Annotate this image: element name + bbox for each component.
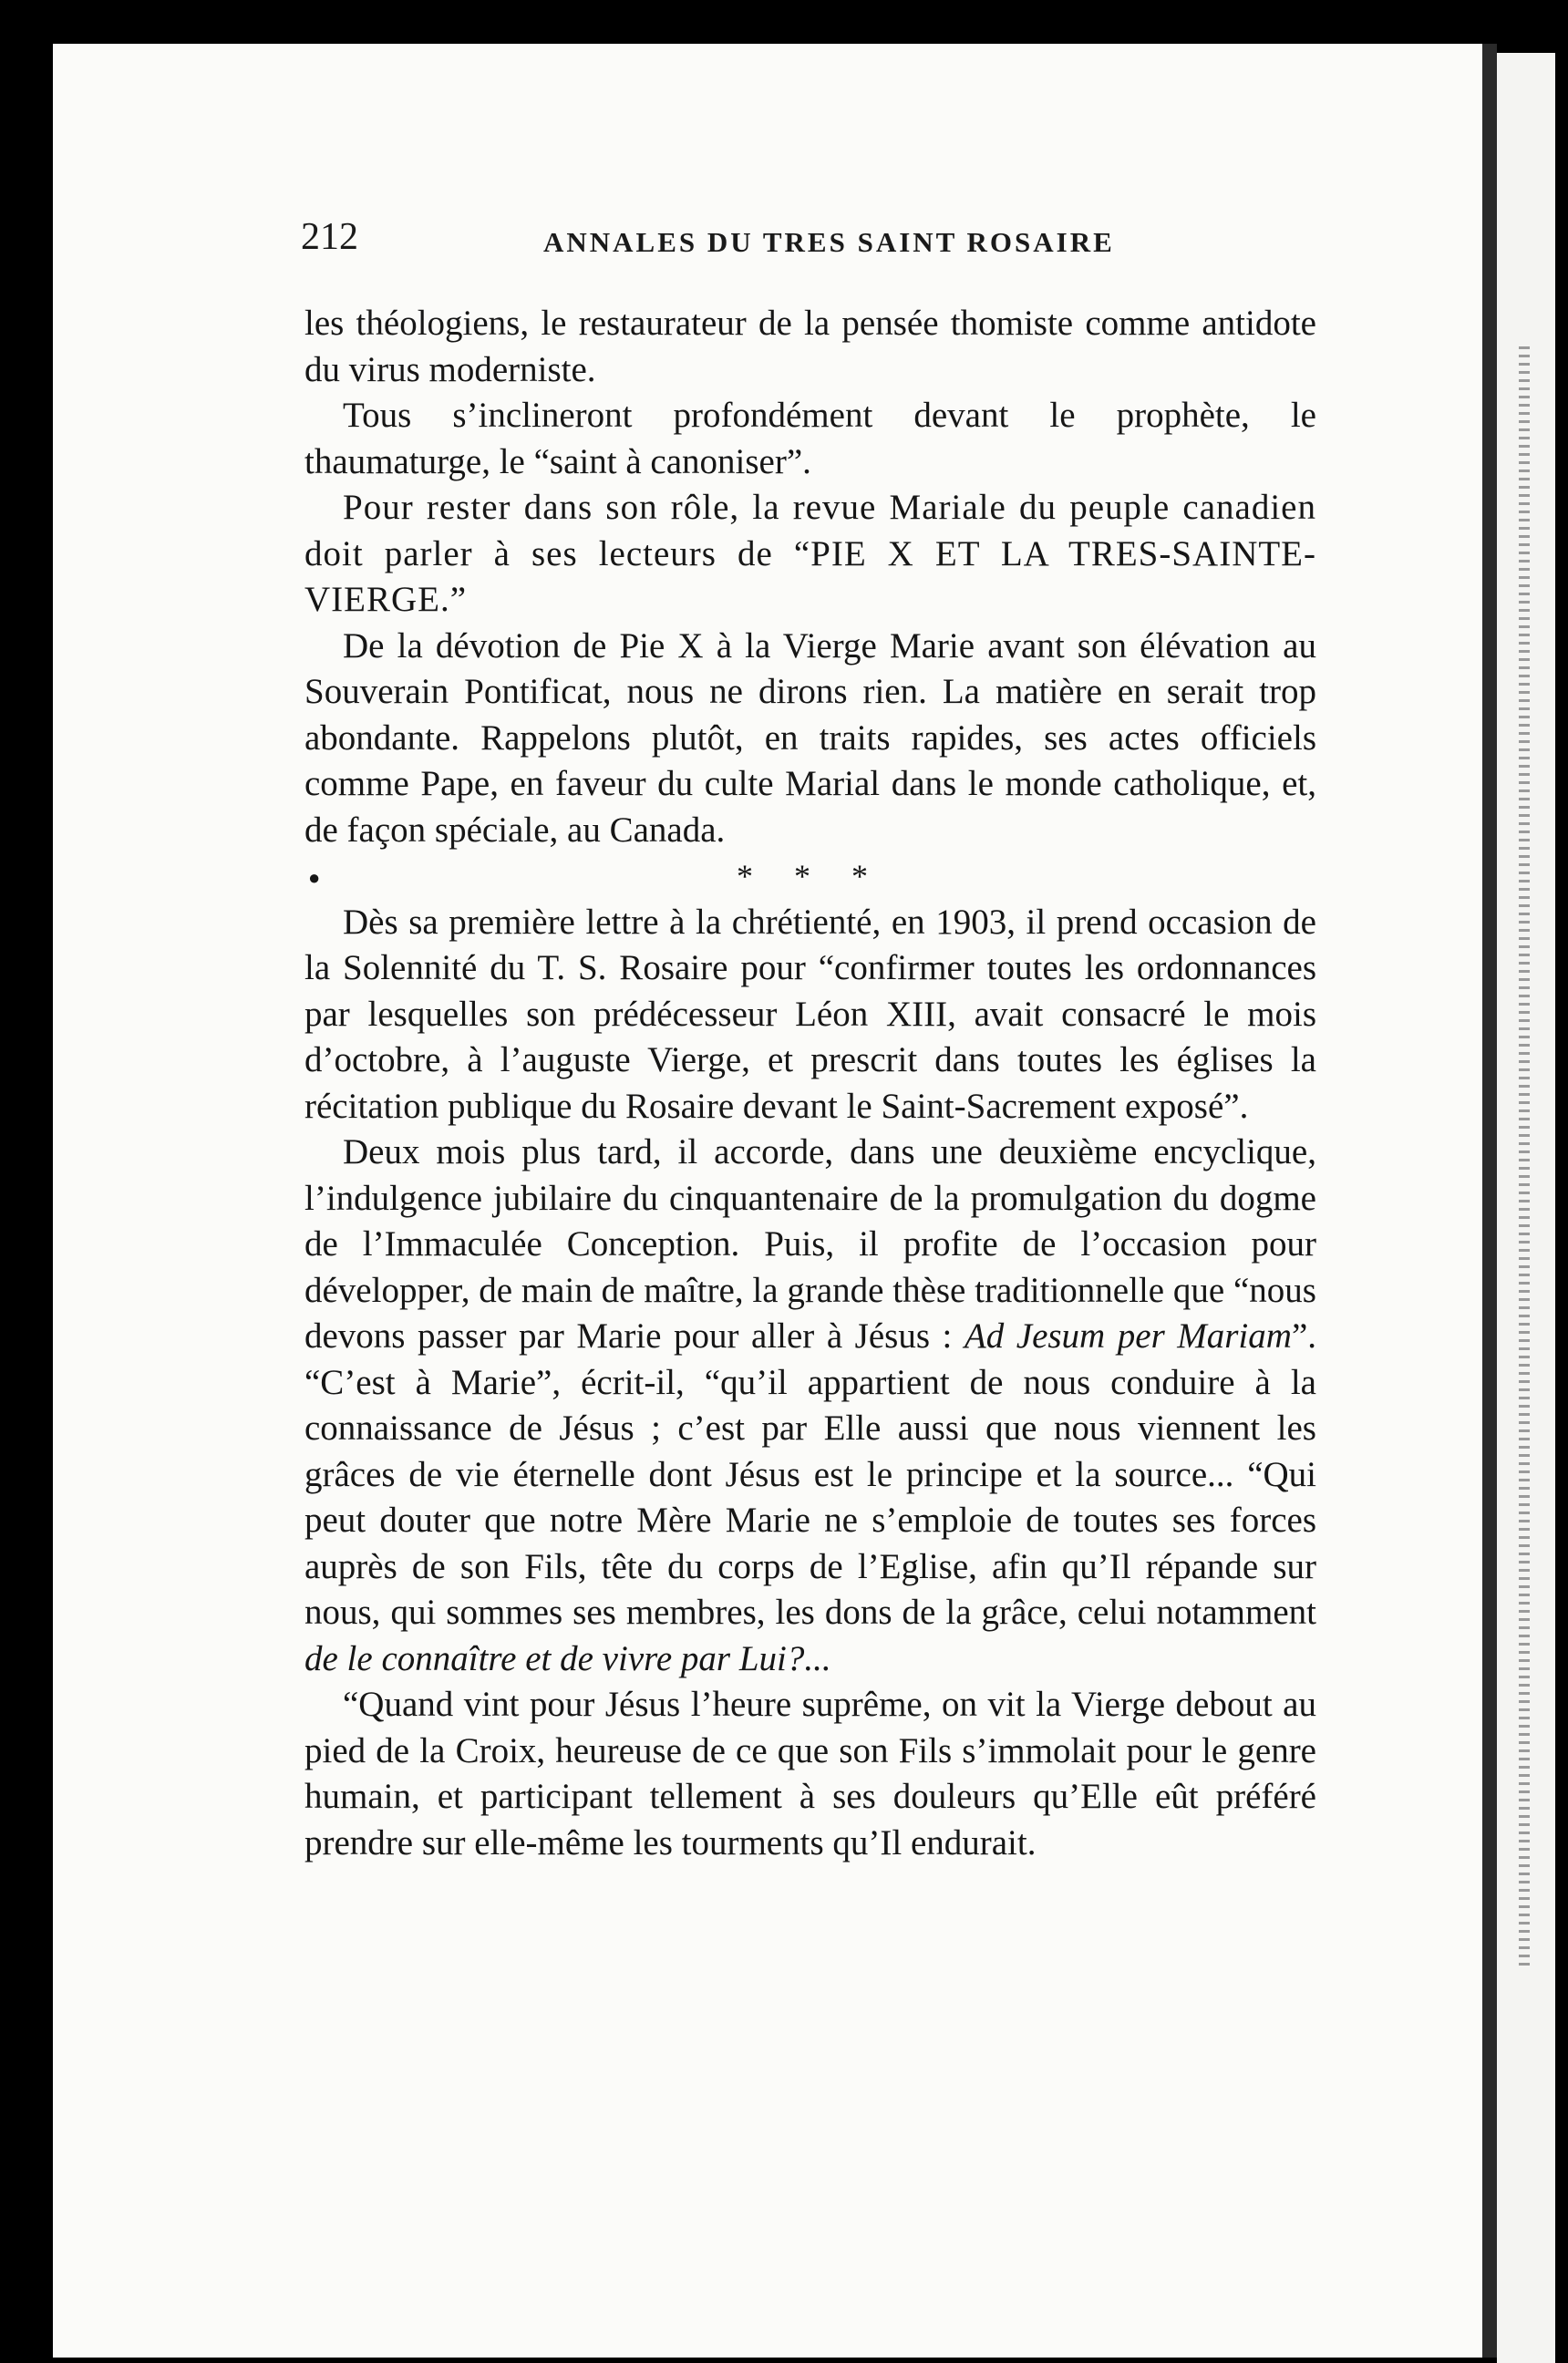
paragraph: Dès sa première lettre à la chrétienté, en 1903, il prend occasion de la Solennité du T. S. Rosaire pour “confirmer toutes les ordonnances par lesquelles son prédécesseur Léon XIII, avait consacré le mois d’octobre, à l’auguste Vierge, et prescrit dans toutes les églises la récitation publique du Rosaire devant le Saint-Sacrement exposé”. [304, 902, 1316, 1126]
paragraph: De la dévotion de Pie X à la Vierge Marie avant son élévation au Souverain Pontificat, nous ne dirons rien. La matière en serait trop abondante. Rappelons plutôt, en traits rapides, ses actes officiels comme Pape, en faveur du culte Marial dans le monde catholique, et, de façon spéciale, au Canada. [304, 625, 1316, 850]
page-number: 212 [301, 216, 358, 258]
page-header [301, 215, 1331, 270]
stray-dot-mark: ● [308, 866, 337, 889]
section-separator [304, 853, 1316, 900]
adjacent-page-text-edge [1519, 346, 1530, 1969]
paragraph: Pour rester dans son rôle, la revue Mariale du peuple canadien doit parler à ses lecteurs de “PIE X ET LA TRES-SAINTE-VIERGE.” [304, 488, 1316, 619]
paragraph-text: ”. “C’est à Marie”, écrit-il, “qu’il appartient de nous conduire à la connaissance de Jésus ; c’est par Elle aussi que nous viennent les grâces de vie éternelle dont Jésus est le principe et la source... “Qui peut douter que notre Mère Marie ne s’emploie de toutes ses forces auprès de son Fils, tête du corps de l’Eglise, afin qu’Il répande sur nous, qui sommes ses membres, les dons de la grâce, celui notamment [304, 1316, 1316, 1632]
separator-asterisks: * * * [737, 858, 884, 894]
paragraph [304, 1130, 1316, 1682]
italic-phrase: de le connaître et de vivre par Lui?... [304, 1638, 831, 1678]
paragraph-continued: les théologiens, le restaurateur de la pensée thomiste comme antidote du virus moderniste. [304, 304, 1316, 389]
paragraph-text: Deux mois plus tard, il accorde, dans une deuxième encyclique, l’indulgence jubilaire du cinquantenaire de la promulgation du dogme de l’Immaculée Conception. Puis, il profite de l’occasion pour développer, de main de maître, la grande thèse traditionnelle que “nous devons passer par Marie pour aller à Jésus : [304, 1132, 1316, 1356]
latin-phrase: Ad Jesum per Mariam [964, 1316, 1292, 1356]
paragraph: Tous s’inclineront profondément devant le prophète, le thaumaturge, le “saint à canoniser”. [304, 396, 1316, 481]
page-body [304, 301, 1316, 1866]
paragraph: “Quand vint pour Jésus l’heure suprême, on vit la Vierge debout au pied de la Croix, heureuse de ce que son Fils s’immolait pour le genre humain, et participant tellement à ses douleurs qu’Elle eût préféré prendre sur elle-même les tourments qu’Il endurait. [304, 1685, 1316, 1863]
page-edge [1482, 44, 1497, 2358]
running-head: ANNALES DU TRES SAINT ROSAIRE [543, 226, 1115, 258]
